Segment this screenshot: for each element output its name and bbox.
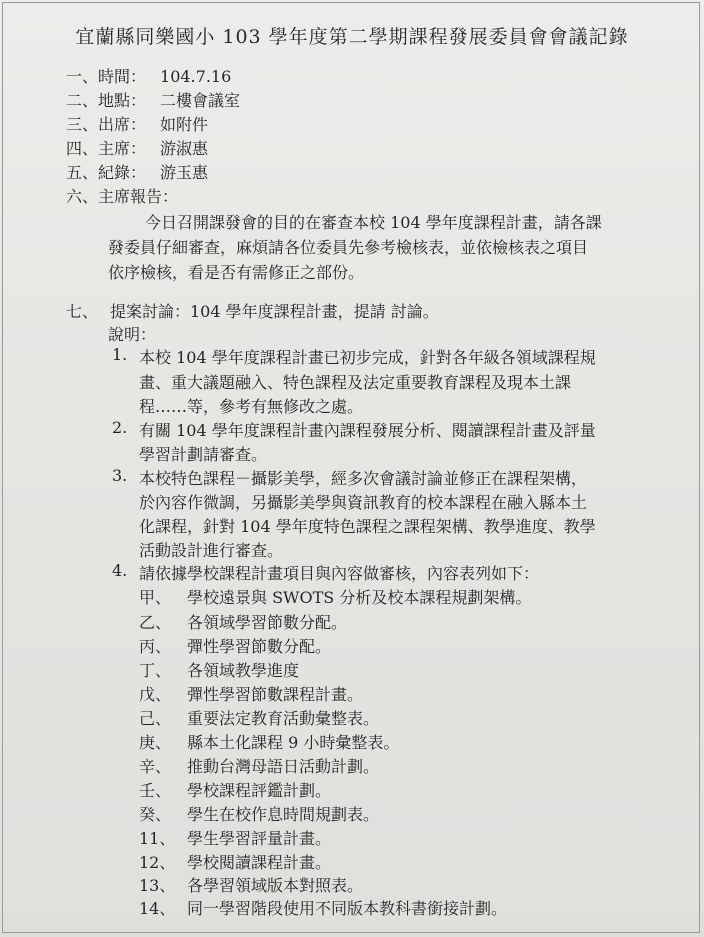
point-line: 請依據學校課程計畫項目與內容做審核，內容表列如下： <box>139 564 540 583</box>
point-number: 2. <box>112 418 128 437</box>
meeting-time <box>66 64 231 87</box>
meeting-chair <box>66 136 208 159</box>
item-text: 彈性學習節數課程計畫。 <box>187 685 364 704</box>
review-item <box>139 850 332 873</box>
item-text: 學生在校作息時間規劃表。 <box>187 805 380 824</box>
item-value: 如附件 <box>160 115 209 134</box>
point-line: 於內容作微調，另攝影美學與資訊教育的校本課程在融入縣本土 <box>139 493 588 512</box>
item-text: 重要法定教育活動彙整表。 <box>187 709 380 728</box>
review-item <box>139 730 400 753</box>
item-text: 各學習領域版本對照表。 <box>187 876 364 895</box>
item-mark: 13、 <box>139 876 176 895</box>
point-line: 化課程，針對 104 學年度特色課程之課程架構、教學進度、教學 <box>139 517 596 536</box>
item-text: 各領域教學進度 <box>187 661 300 680</box>
point-line: 活動設計進行審查。 <box>139 541 284 560</box>
chair-report-line: 依序檢核，看是否有需修正之部份。 <box>108 263 365 282</box>
chair-report-line: 今日召開課發會的目的在審查本校 104 學年度課程計畫，請各課 <box>145 213 602 232</box>
document-title: 宜蘭縣同樂國小 103 學年度第二學期課程發展委員會會議記錄 <box>75 26 629 48</box>
item-mark: 12、 <box>139 853 176 872</box>
review-item <box>139 585 532 608</box>
review-item <box>139 802 380 825</box>
item-text: 彈性學習節數分配。 <box>187 637 332 656</box>
item-value: 二樓會議室 <box>160 91 241 110</box>
review-item <box>139 634 332 657</box>
review-item <box>139 778 332 801</box>
meeting-recorder <box>66 160 208 183</box>
meeting-location <box>66 88 240 111</box>
point-line: 學習計劃請審查。 <box>139 445 268 464</box>
point-number: 3. <box>112 466 128 485</box>
item-value: 104.7.16 <box>160 67 232 86</box>
point-number: 4. <box>112 561 128 580</box>
review-item <box>139 706 380 729</box>
item-mark: 戊、 <box>139 685 172 704</box>
chair-report-heading <box>66 184 178 207</box>
review-item <box>139 682 364 705</box>
point-line: 本校 104 學年度課程計畫已初步完成，針對各年級各領域課程規 <box>139 348 596 367</box>
review-item <box>139 896 508 919</box>
item-label: 六、主席報告： <box>66 187 179 206</box>
item-mark: 甲、 <box>139 588 172 607</box>
review-item <box>139 658 300 681</box>
item-text: 各領域學習節數分配。 <box>187 613 348 632</box>
proposal-text: 提案討論：104 學年度課程計畫，提請 討論。 <box>110 302 439 321</box>
item-mark: 乙、 <box>139 613 172 632</box>
item-mark: 壬、 <box>139 781 172 800</box>
item-value: 游淑惠 <box>160 139 209 158</box>
item-text: 學校課程評鑑計劃。 <box>187 781 332 800</box>
item-mark: 丁、 <box>139 661 172 680</box>
review-item <box>139 826 332 849</box>
review-item <box>139 754 380 777</box>
item-text: 學生學習評量計畫。 <box>187 829 332 848</box>
item-mark: 辛、 <box>139 757 172 776</box>
point-line: 程……等，參考有無修改之處。 <box>139 397 364 416</box>
item-mark: 庚、 <box>139 733 172 752</box>
proposal-label: 七、 <box>66 302 99 321</box>
explain-label: 說明： <box>108 325 157 344</box>
item-mark: 丙、 <box>139 637 172 656</box>
item-label: 四、主席： <box>66 139 147 158</box>
item-mark: 14、 <box>139 899 176 918</box>
item-mark: 己、 <box>139 709 172 728</box>
point-line: 本校特色課程－攝影美學，經多次會議討論並修正在課程架構， <box>139 469 588 488</box>
meeting-attendance <box>66 112 208 135</box>
item-text: 縣本土化課程 9 小時彙整表。 <box>187 733 400 752</box>
item-text: 同一學習階段使用不同版本教科書銜接計劃。 <box>187 899 508 918</box>
item-text: 學校遠景與 SWOTS 分析及校本課程規劃架構。 <box>187 588 532 607</box>
review-item <box>139 610 348 633</box>
item-text: 學校閱讀課程計畫。 <box>187 853 332 872</box>
item-value: 游玉惠 <box>160 163 209 182</box>
item-label: 二、地點： <box>66 91 147 110</box>
point-line: 有關 104 學年度課程計畫內課程發展分析、閱讀課程計畫及評量 <box>139 421 596 440</box>
item-label: 三、出席： <box>66 115 147 134</box>
chair-report-line: 發委員仔細審查，麻煩請各位委員先參考檢核表，並依檢核表之項目 <box>108 238 589 257</box>
item-mark: 11、 <box>139 829 176 848</box>
item-label: 五、紀錄： <box>66 163 147 182</box>
point-line: 畫、重大議題融入、特色課程及法定重要教育課程及現本土課 <box>139 373 572 392</box>
item-mark: 癸、 <box>139 805 172 824</box>
item-label: 一、時間： <box>66 67 147 86</box>
point-number: 1. <box>112 345 128 364</box>
item-text: 推動台灣母語日活動計劃。 <box>187 757 380 776</box>
review-item <box>139 873 364 896</box>
